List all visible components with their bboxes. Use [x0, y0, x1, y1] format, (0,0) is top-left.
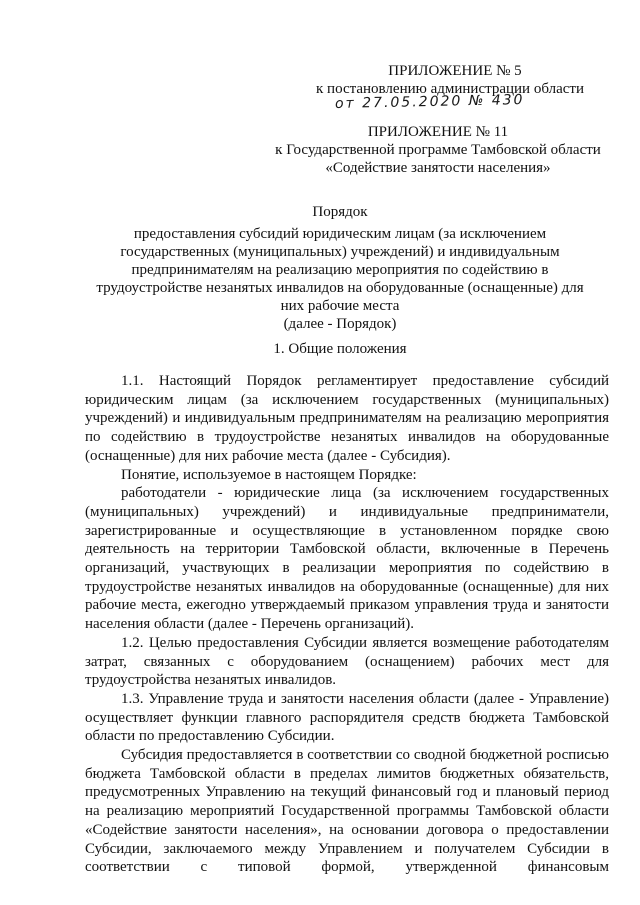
paragraph-1-1: 1.1. Настоящий Порядок регламентирует предоставление субсидий юридическим лицам (за исключением государственных (муниципальных) учреждений) и индивидуальным предпринимателям на реализацию мероприятия по содействию в трудоустройстве незанятых инвалидов на оборудованные (оснащенные) для них рабочие места (далее - Субсидия). [85, 373, 609, 464]
paragraph-1-3: 1.3. Управление труда и занятости населения области (далее - Управление) осуществляет функции главного распорядителя средств бюджета Тамбовской области по предоставлению Субсидии. [85, 690, 609, 745]
appendix-11-line2: «Содействие занятости населения» [325, 160, 551, 176]
document-title [85, 203, 595, 333]
title-line: них рабочие места [280, 298, 400, 314]
title-line: предпринимателям на реализацию мероприятия по содействию в [131, 262, 549, 278]
appendix-5-line: к постановлению администрации области [316, 81, 584, 97]
section-heading: 1. Общие положения [273, 341, 407, 357]
title-line: государственных (муниципальных) учреждений) и индивидуальным [120, 244, 560, 260]
paragraph-1-2: 1.2. Целью предоставления Субсидии является возмещение работодателям затрат, связанных с оборудованием (оснащением) рабочих мест для трудоустройства незанятых инвалидов. [85, 634, 609, 689]
title-line: (далее - Порядок) [283, 316, 397, 332]
section-body [85, 372, 609, 877]
paragraph-subsidy: Субсидия предоставляется в соответствии со сводной бюджетной росписью бюджета Тамбовской области в пределах лимитов бюджетных обязательств, предусмотренных Управлению на текущий финансовый год и плановый период на реализацию мероприятий Государственной программы Тамбовской области «Содействие занятости населения», на основании договора о предоставлении Субсидии, заключаемого между Управлением и получателем Субсидии в соответствии с типовой формой, утвержденной финансовым [85, 747, 609, 876]
appendix-5-title: ПРИЛОЖЕНИЕ № 5 [388, 63, 522, 79]
appendix-11-block [262, 123, 614, 177]
paragraph-employers: работодатели - юридические лица (за исключением государственных (муниципальных) учреждений) и индивидуальные предприниматели, зарегистрированные и осуществляющие в установленном порядке свою деятельность на территории Тамбовской области, включенные в Перечень организаций, участвующих в реализации мероприятия по содействию в трудоустройстве незанятых инвалидов на оборудованные (оснащенные) для них рабочие места, ежегодно утверждаемый приказом управления труда и занятости населения области (далее - Перечень организаций). [85, 485, 609, 633]
paragraph-concept: Понятие, используемое в настоящем Порядке: [121, 466, 417, 483]
appendix-11-title: ПРИЛОЖЕНИЕ № 11 [367, 124, 509, 140]
title-line: предоставления субсидий юридическим лицам (за исключением [133, 226, 547, 242]
title-heading: Порядок [312, 204, 368, 220]
appendix-11-line1: к Государственной программе Тамбовской области [275, 142, 601, 158]
title-line: трудоустройстве незанятых инвалидов на оборудованные (оснащенные) для [96, 280, 584, 296]
handwritten-date-number: от 27.05.2020 № 430 [334, 92, 525, 112]
